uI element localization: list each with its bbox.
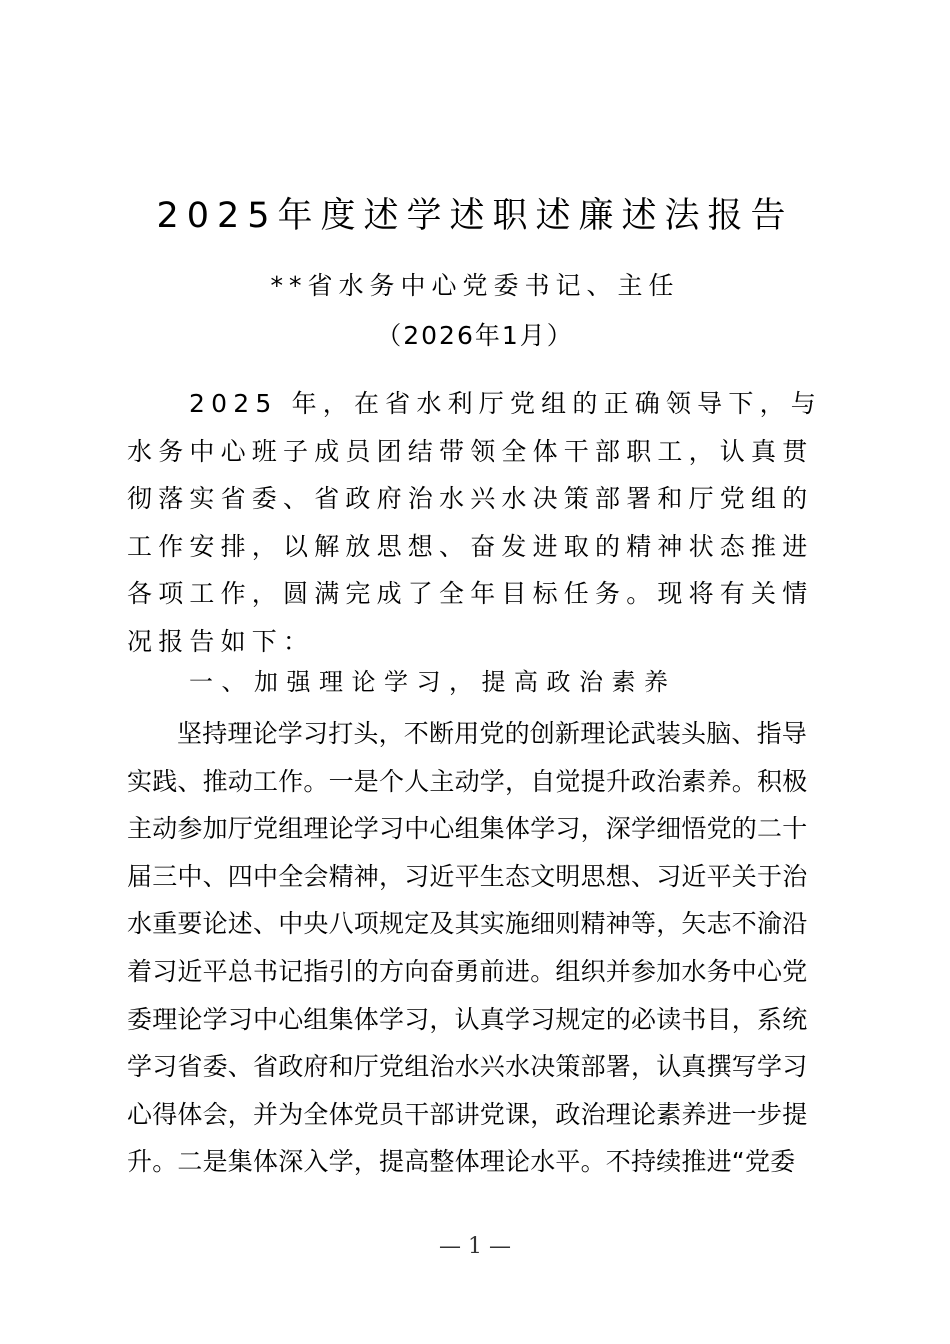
paragraph-line: 各项工作，圆满完成了全年目标任务。现将有关情	[127, 579, 814, 608]
paragraph-line: 水务中心班子成员团结带领全体干部职工，认真贯	[127, 436, 814, 466]
paragraph-line: 学习省委、省政府和厅党组治水兴水决策部署，认真撰写学习	[127, 1052, 808, 1082]
section-heading-1: 一、加强理论学习，提高政治素养	[189, 668, 677, 696]
intro-paragraph	[127, 380, 847, 665]
report-date: （2026年1月）	[376, 321, 574, 350]
paragraph-line: 主动参加厅党组理论学习中心组集体学习，深学细悟党的二十	[127, 814, 808, 844]
paragraph-line: 届三中、四中全会精神，习近平生态文明思想、习近平关于治	[127, 861, 808, 891]
author-subtitle: **省水务中心党委书记、主任	[270, 271, 680, 300]
paragraph-line: 委理论学习中心组集体学习，认真学习规定的必读书目，系统	[127, 1004, 808, 1034]
paragraph-line: 况报告如下：	[127, 626, 315, 656]
paragraph-line: 彻落实省委、省政府治水兴水决策部署和厅党组的	[127, 484, 814, 513]
page-number: — 1 —	[439, 1234, 511, 1259]
paragraph-line: 坚持理论学习打头，不断用党的创新理论武装头脑、指导	[177, 719, 808, 748]
paragraph-line: 水重要论述、中央八项规定及其实施细则精神等，矢志不渝沿	[127, 909, 808, 939]
paragraph-line: 工作安排，以解放思想、奋发进取的精神状态推进	[127, 531, 814, 561]
paragraph-line: 2025 年，在省水利厅党组的正确领导下，与	[189, 389, 822, 418]
paragraph-line: 着习近平总书记指引的方向奋勇前进。组织并参加水务中心党	[127, 956, 808, 986]
paragraph-line: 实践、推动工作。一是个人主动学，自觉提升政治素养。积极	[127, 766, 808, 796]
section-1-paragraph	[127, 710, 847, 1186]
paragraph-line: 升。二是集体深入学，提高整体理论水平。不持续推进“党委	[127, 1147, 796, 1177]
document-title: 2025年度述学述职述廉述法报告	[156, 196, 794, 236]
paragraph-line: 心得体会，并为全体党员干部讲党课，政治理论素养进一步提	[127, 1099, 808, 1129]
